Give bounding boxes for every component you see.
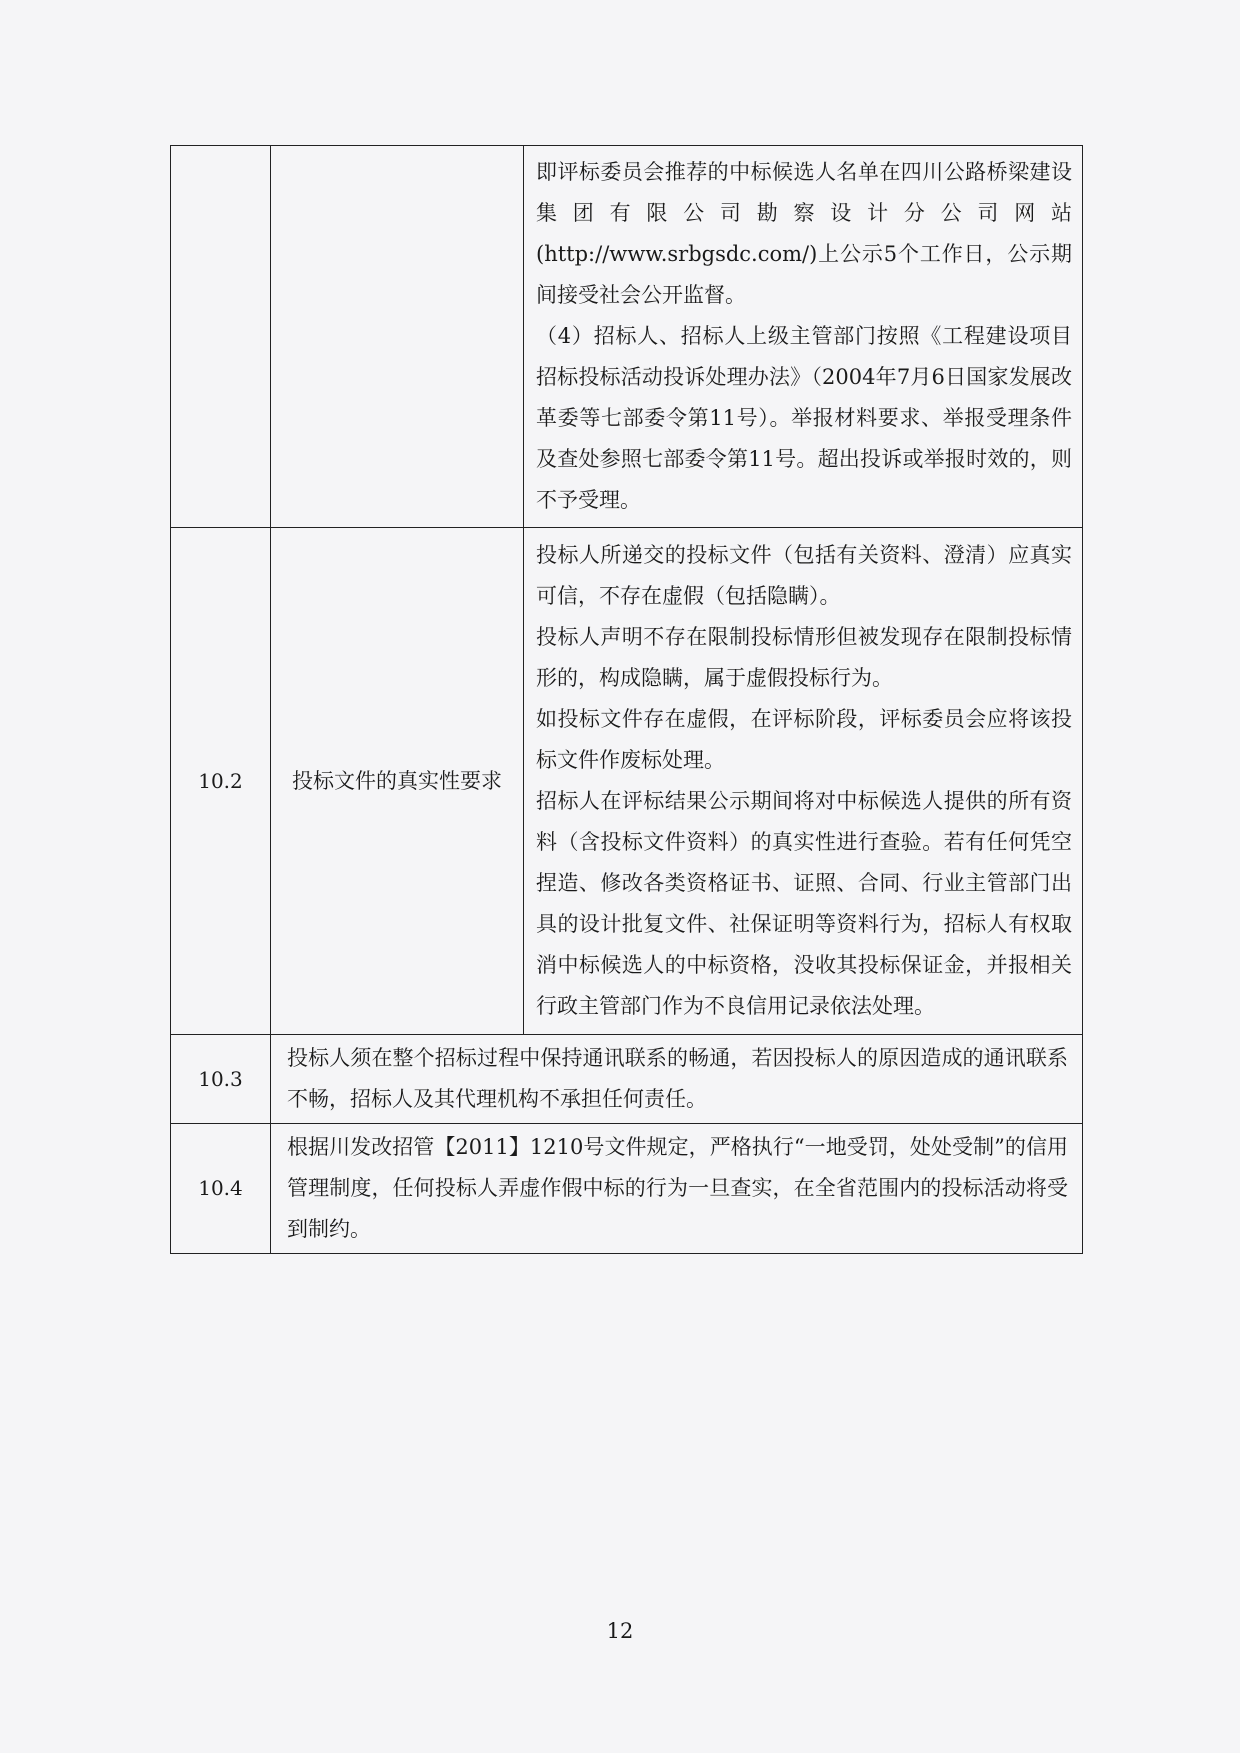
table-row — [171, 1124, 1083, 1254]
table-row — [171, 1035, 1083, 1124]
row-content — [271, 1035, 1083, 1124]
paragraph: 投标人须在整个招标过程中保持通讯联系的畅通，若因投标人的原因造成的通讯联系不畅，招标人及其代理机构不承担任何责任。 — [287, 1046, 1068, 1111]
row-content — [524, 146, 1083, 528]
row-number: 10.4 — [171, 1124, 271, 1254]
paragraph: 即评标委员会推荐的中标候选人名单在四川公路桥梁建设集团有限公司勘察设计分公司网站(http://www.srbgsdc.com/)上公示5个工作日，公示期间接受社会公开监督。 — [536, 160, 1072, 307]
row-number: 10.2 — [171, 528, 271, 1035]
paragraph: 投标人所递交的投标文件（包括有关资料、澄清）应真实可信，不存在虚假（包括隐瞒）。 — [536, 543, 1072, 608]
tender-rules-table — [170, 145, 1083, 1254]
table-row — [171, 146, 1083, 528]
paragraph: （4）招标人、招标人上级主管部门按照《工程建设项目招标投标活动投诉处理办法》（2004年7月6日国家发展改革委等七部委令第11号）。举报材料要求、举报受理条件及查处参照七部委令第11号。超出投诉或举报时效的，则不予受理。 — [536, 324, 1072, 512]
row-content — [271, 1124, 1083, 1254]
row-number: 10.3 — [171, 1035, 271, 1124]
row-content — [524, 528, 1083, 1035]
row-item — [271, 146, 524, 528]
table-row — [171, 528, 1083, 1035]
paragraph: 招标人在评标结果公示期间将对中标候选人提供的所有资料（含投标文件资料）的真实性进行查验。若有任何凭空捏造、修改各类资格证书、证照、合同、行业主管部门出具的设计批复文件、社保证明等资料行为，招标人有权取消中标候选人的中标资格，没收其投标保证金，并报相关行政主管部门作为不良信用记录依法处理。 — [536, 789, 1072, 1018]
row-number — [171, 146, 271, 528]
paragraph: 如投标文件存在虚假，在评标阶段，评标委员会应将该投标文件作废标处理。 — [536, 707, 1072, 772]
page-number: 12 — [606, 1619, 634, 1643]
paragraph: 投标人声明不存在限制投标情形但被发现存在限制投标情形的，构成隐瞒，属于虚假投标行为。 — [536, 625, 1072, 690]
paragraph: 根据川发改招管【2011】1210号文件规定，严格执行“一地受罚，处处受制”的信用管理制度，任何投标人弄虚作假中标的行为一旦查实，在全省范围内的投标活动将受到制约。 — [287, 1135, 1068, 1241]
row-item: 投标文件的真实性要求 — [271, 528, 524, 1035]
